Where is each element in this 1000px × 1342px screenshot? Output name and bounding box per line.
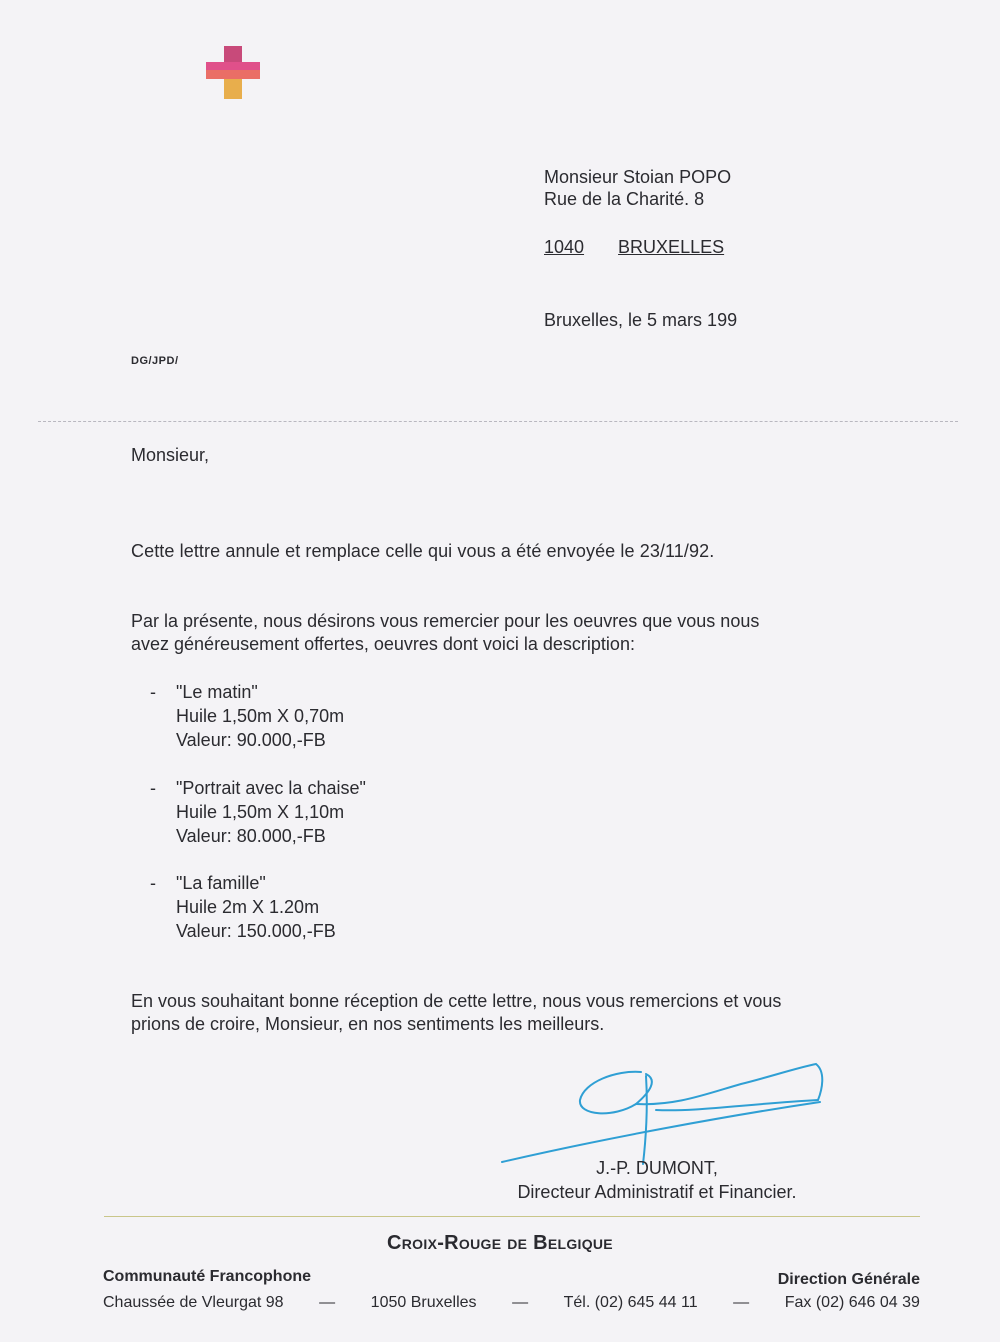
closing-line: prions de croire, Monsieur, en nos sentiments les meilleurs.	[131, 1014, 605, 1034]
separator-line	[38, 421, 958, 422]
artwork-value: Valeur: 150.000,-FB	[176, 921, 336, 941]
footer-dash: —	[733, 1294, 750, 1311]
footer-dash: —	[512, 1294, 529, 1311]
red-cross-logo-icon	[204, 44, 262, 102]
artwork-medium: Huile 2m X 1.20m	[176, 897, 320, 917]
artwork-title: "Le matin"	[176, 682, 258, 702]
closing-paragraph	[131, 990, 781, 1036]
list-dash: -	[150, 682, 156, 702]
footer-dash: —	[319, 1294, 336, 1311]
footer-postal: 1050 Bruxelles	[370, 1294, 477, 1311]
artwork-title: "Portrait avec la chaise"	[176, 778, 366, 798]
signer-block	[497, 1156, 817, 1204]
closing-line: En vous souhaitant bonne réception de cette lettre, nous vous remercions et vous	[131, 991, 782, 1011]
footer-street: Chaussée de Vleurgat 98	[103, 1294, 284, 1311]
footer-address-line	[103, 1294, 920, 1312]
date-line: Bruxelles, le 5 mars 199	[544, 310, 738, 330]
recipient-street: Rue de la Charité. 8	[544, 189, 705, 209]
paragraph-2	[131, 610, 759, 656]
salutation: Monsieur,	[131, 445, 210, 465]
artwork-medium: Huile 1,50m X 0,70m	[176, 706, 345, 726]
paragraph-2-line: avez généreusement offertes, oeuvres dont voici la description:	[131, 634, 635, 654]
community-label: Communauté Francophone	[103, 1268, 312, 1285]
footer-phone: Tél. (02) 645 44 11	[563, 1294, 698, 1311]
artwork-medium: Huile 1,50m X 1,10m	[176, 802, 345, 822]
direction-label: Direction Générale	[777, 1271, 920, 1288]
paragraph-1: Cette lettre annule et remplace celle qui vous a été envoyée le 23/11/92.	[131, 541, 715, 561]
artwork-value: Valeur: 80.000,-FB	[176, 826, 326, 846]
recipient-city: BRUXELLES	[618, 237, 725, 257]
recipient-city-line	[544, 237, 724, 258]
recipient-postcode: 1040	[544, 237, 585, 257]
artwork-value: Valeur: 90.000,-FB	[176, 730, 326, 750]
paragraph-2-line: Par la présente, nous désirons vous remercier pour les oeuvres que vous nous	[131, 611, 760, 631]
list-dash: -	[150, 778, 156, 798]
footer-divider	[104, 1216, 920, 1217]
list-dash: -	[150, 873, 156, 893]
recipient-address	[544, 166, 731, 210]
organization-name: Croix-Rouge de Belgique	[387, 1232, 613, 1254]
handwritten-signature	[496, 1060, 826, 1170]
reference: DG/JPD/	[131, 355, 179, 367]
signer-name: J.-P. DUMONT,	[596, 1158, 718, 1178]
artwork-title: "La famille"	[176, 873, 266, 893]
footer-fax: Fax (02) 646 04 39	[784, 1294, 920, 1311]
recipient-name: Monsieur Stoian POPO	[544, 167, 732, 187]
signer-title: Directeur Administratif et Financier.	[517, 1182, 797, 1202]
